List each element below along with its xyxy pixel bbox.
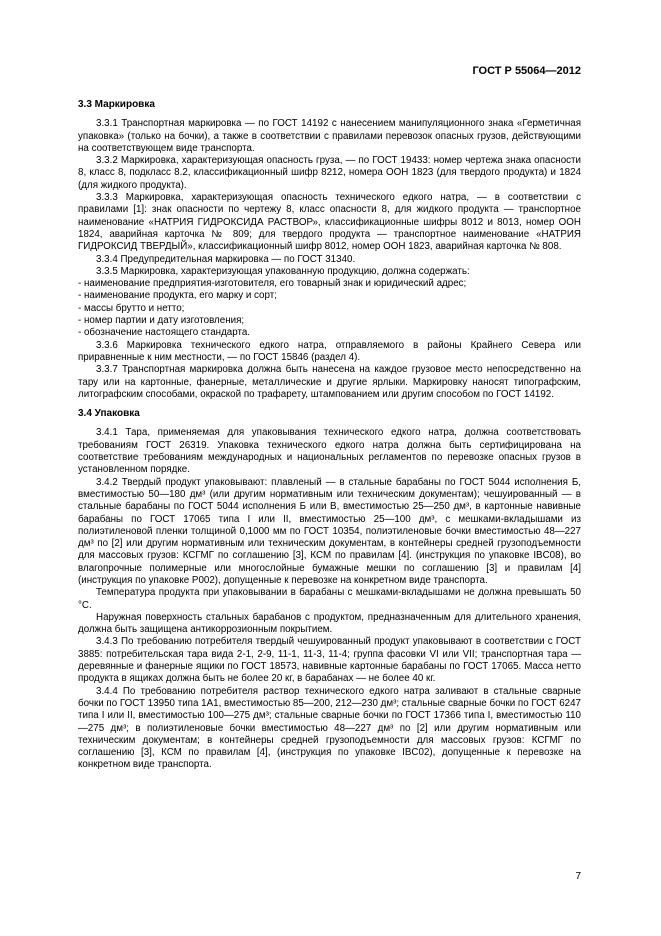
paragraph-coating: Наружная поверхность стальных барабанов с продуктом, предназначенным для длительного хранения, должна быть защищена антикоррозионным покрытием. bbox=[78, 611, 581, 636]
marking-contents-list bbox=[78, 278, 581, 339]
paragraph-3-4-2: 3.4.2 Твердый продукт упаковывают: плавленый — в стальные барабаны по ГОСТ 5044 исполнения Б, вместимостью 50—180 дм³ (или другим нормативным или техническим документам); чешуированный — в стальные барабаны по ГОСТ 5044 исполнения Б или В, вместимостью 25—250 дм³, в картонные навивные барабаны по ГОСТ 17065 типа I или II, вместимостью 25—100 дм³, с мешками-вкладышами из полиэтиленовой пленки толщиной 0,1000 мм по ГОСТ 10354, полиэтиленовые бочки вместимостью 48—227 дм³ по [2] или другим нормативным или техническим документам, в контейнеры средней грузоподъемности для массовых грузов: КСГМГ по соглашению [3], КСМ по правилам [4]. (инструкция по упаковке IBC08), во влагопрочные полимерные или многослойные бумажные мешки по соглашению [3] и правилам [4] (инструкция по упаковке Р002), допущенные к перевозке на конкретном виде транспорта. bbox=[78, 476, 581, 586]
list-item: - номер партии и дату изготовления; bbox=[78, 315, 245, 327]
paragraph-3-4-1: 3.4.1 Тара, применяемая для упаковывания технического едкого натра, должна соответствовать требованиям ГОСТ 26319. Упаковка технического едкого натра должна быть сертифицирована на соответствие требованиям международных и национальных регламентов по перевозке опасных грузов в установленном порядке. bbox=[78, 427, 581, 476]
list-item: - наименование продукта, его марку и сорт; bbox=[78, 290, 277, 302]
paragraph-3-3-4: 3.3.4 Предупредительная маркировка — по ГОСТ 31340. bbox=[96, 253, 356, 265]
page-number: 7 bbox=[575, 871, 581, 882]
list-item: - массы брутто и нетто; bbox=[78, 302, 185, 314]
paragraph-3-3-6: 3.3.6 Маркировка технического едкого натра, отправляемого в районы Крайнего Севера или приравненные к ним местности, — по ГОСТ 15846 (раздел 4). bbox=[78, 339, 581, 363]
paragraph-3-4-3: 3.4.3 По требованию потребителя твердый чешуированный продукт упаковывают в соответствии с ГОСТ 3885: потребительская тара вида 2-1, 2-9, 11-1, 11-3, 11-4; группа фасовки VI или VII; транспортная тара — деревянные и фанерные ящики по ГОСТ 18573, навивные картонные барабаны по ГОСТ 17065. Масса нетто продукта в ящиках должна быть не более 20 кг, в барабанах — не более 40 кг. bbox=[78, 636, 581, 685]
list-item: - обозначение настоящего стандарта. bbox=[78, 327, 251, 339]
document-code-header: ГОСТ Р 55064—2012 bbox=[472, 65, 581, 77]
paragraph-3-3-7: 3.3.7 Транспортная маркировка должна быть нанесена на каждое грузовое место непосредственно на тару или на картонные, фанерные, металлические и другие ярлыки. Маркировку наносят типографским, литографским способами, окраской по трафарету, штампованием или другим способом по ГОСТ 14192. bbox=[78, 364, 581, 400]
list-item: - наименование предприятия-изготовителя, его товарный знак и юридический адрес; bbox=[78, 278, 467, 290]
paragraph-3-3-2: 3.3.2 Маркировка, характеризующая опасность груза, — по ГОСТ 19433: номер чертежа знака опасности 8, класс 8, подкласс 8.2, классификационный шифр 8212, номера ООН 1823 (для твердого продукта) и 1824 (для жидкого продукта). bbox=[78, 155, 581, 191]
paragraph-3-3-3: 3.3.3 Маркировка, характеризующая опасность технического едкого натра, — в соответствии с правилами [1]: знак опасности по чертежу 8, класс опасности 8, для жидкого продукта — транспортное наименование «НАТРИЯ ГИДРОКСИДА РАСТВОР», классификационные шифры 8012 и 8013, номер ООН 1824, аварийная карточка № 809; для твердого продукта — транспортное наименование «НАТРИЯ ГИДРОКСИД ТВЕРДЫЙ», классификационный шифр 8012, номер ООН 1823, аварийная карточка № 808. bbox=[78, 192, 581, 253]
paragraph-temperature: Температура продукта при упаковывании в барабаны с мешками-вкладышами не должна превышать 50 °С. bbox=[78, 587, 581, 611]
section-heading-packaging: 3.4 Упаковка bbox=[78, 408, 140, 420]
paragraph-3-3-5: 3.3.5 Маркировка, характеризующая упакованную продукцию, должна содержать: bbox=[96, 265, 470, 277]
document-body bbox=[78, 99, 581, 772]
paragraph-3-4-4: 3.4.4 По требованию потребителя раствор технического едкого натра заливают в стальные сварные бочки по ГОСТ 13950 типа 1А1, вместимостью 85—200, 212—230 дм³; стальные сварные бочки по ГОСТ 6247 типа I или II, вместимостью 100—275 дм³; стальные сварные бочки по ГОСТ 17366 типа I, вместимостью 110—275 дм³; в полиэтиленовые бочки вместимостью 48—227 дм³ по [2] или другим нормативным или техническим документам; в контейнеры средней грузоподъемности для массовых грузов: КСГМГ по соглашению [3], КСМ по правилам [4], (инструкция по упаковке IBC02), допущенные к перевозке на конкретном виде транспорта. bbox=[78, 685, 581, 771]
section-heading-marking: 3.3 Маркировка bbox=[78, 99, 155, 110]
paragraph-3-3-1: 3.3.1 Транспортная маркировка — по ГОСТ 14192 с нанесением манипуляционного знака «Герметичная упаковка» (только на бочки), а также в соответствии с правилами перевозок опасных грузов, действующими на соответствующем виде транспорта. bbox=[78, 118, 581, 154]
